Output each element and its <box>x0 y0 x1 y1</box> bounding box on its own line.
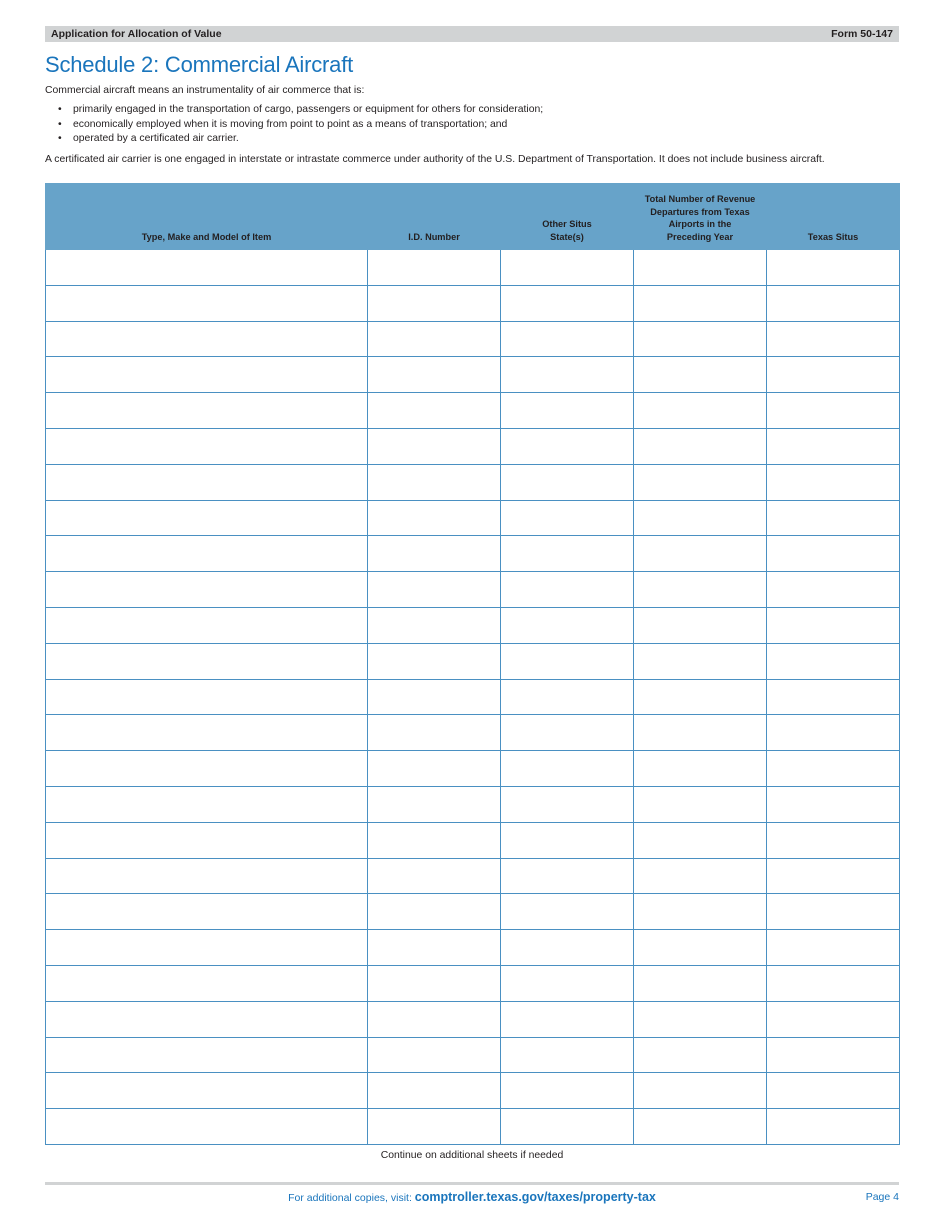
col-type-make-model-cell[interactable] <box>46 536 368 572</box>
col-type-make-model-cell[interactable] <box>46 500 368 536</box>
col-texas-situs-cell[interactable] <box>767 1037 900 1073</box>
list-item: • primarily engaged in the transportation of cargo, passengers or equipment for others for consideration; <box>45 103 899 118</box>
col-other-situs-cell[interactable] <box>501 464 634 500</box>
col-type-make-model-cell[interactable] <box>46 357 368 393</box>
col-other-situs-cell[interactable] <box>501 822 634 858</box>
footer-link[interactable]: comptroller.texas.gov/taxes/property-tax <box>414 1190 656 1204</box>
col-revenue-departures-cell[interactable] <box>634 428 767 464</box>
col-type-make-model-header: Type, Make and Model of Item <box>46 184 368 250</box>
col-id-number-cell[interactable] <box>368 500 501 536</box>
col-id-number-cell[interactable] <box>368 679 501 715</box>
col-other-situs-cell[interactable] <box>501 321 634 357</box>
col-revenue-departures-header: Total Number of Revenue Departures from Texas Airports in the Preceding Year <box>634 184 767 250</box>
table-row <box>46 1073 900 1109</box>
col-id-number-cell[interactable] <box>368 428 501 464</box>
col-type-make-model-cell[interactable] <box>46 786 368 822</box>
col-texas-situs-cell[interactable] <box>767 751 900 787</box>
col-texas-situs-cell[interactable] <box>767 894 900 930</box>
col-id-number-cell[interactable] <box>368 751 501 787</box>
table-row <box>46 572 900 608</box>
col-id-number-cell[interactable] <box>368 822 501 858</box>
definition-intro: Commercial aircraft means an instrumentality of air commerce that is: <box>45 85 365 96</box>
col-revenue-departures-cell[interactable] <box>634 965 767 1001</box>
col-revenue-departures-cell[interactable] <box>634 250 767 286</box>
col-type-make-model-cell[interactable] <box>46 1109 368 1145</box>
col-type-make-model-cell[interactable] <box>46 894 368 930</box>
col-texas-situs-cell[interactable] <box>767 285 900 321</box>
table-row <box>46 786 900 822</box>
col-texas-situs-cell[interactable] <box>767 786 900 822</box>
col-revenue-departures-cell[interactable] <box>634 1073 767 1109</box>
form-title-header: Application for Allocation of Value <box>51 28 222 40</box>
col-revenue-departures-cell[interactable] <box>634 393 767 429</box>
aircraft-table <box>45 183 900 1145</box>
form-number: Form 50-147 <box>831 28 893 40</box>
col-texas-situs-cell[interactable] <box>767 393 900 429</box>
col-type-make-model-cell[interactable] <box>46 464 368 500</box>
table-header-row <box>46 184 900 250</box>
col-texas-situs-header: Texas Situs <box>767 184 900 250</box>
col-other-situs-cell[interactable] <box>501 607 634 643</box>
col-type-make-model-cell[interactable] <box>46 715 368 751</box>
col-texas-situs-cell[interactable] <box>767 715 900 751</box>
col-type-make-model-cell[interactable] <box>46 393 368 429</box>
col-revenue-departures-cell[interactable] <box>634 858 767 894</box>
col-texas-situs-cell[interactable] <box>767 428 900 464</box>
table-row <box>46 464 900 500</box>
table-row <box>46 1001 900 1037</box>
col-other-situs-cell[interactable] <box>501 357 634 393</box>
table-row <box>46 607 900 643</box>
col-other-situs-cell[interactable] <box>501 1073 634 1109</box>
col-revenue-departures-cell[interactable] <box>634 285 767 321</box>
col-texas-situs-cell[interactable] <box>767 607 900 643</box>
col-other-situs-cell[interactable] <box>501 751 634 787</box>
col-texas-situs-cell[interactable] <box>767 572 900 608</box>
col-type-make-model-cell[interactable] <box>46 321 368 357</box>
col-type-make-model-cell[interactable] <box>46 965 368 1001</box>
col-texas-situs-cell[interactable] <box>767 464 900 500</box>
table-row <box>46 285 900 321</box>
col-texas-situs-cell[interactable] <box>767 500 900 536</box>
table-row <box>46 393 900 429</box>
table-row <box>46 500 900 536</box>
col-type-make-model-cell[interactable] <box>46 930 368 966</box>
table-body <box>46 250 900 1145</box>
form-header-bar <box>45 26 899 42</box>
table-row <box>46 751 900 787</box>
col-other-situs-cell[interactable] <box>501 285 634 321</box>
col-other-situs-cell[interactable] <box>501 679 634 715</box>
footer-prefix: For additional copies, visit: <box>288 1192 415 1204</box>
col-texas-situs-cell[interactable] <box>767 1109 900 1145</box>
col-other-situs-cell[interactable] <box>501 500 634 536</box>
col-revenue-departures-cell[interactable] <box>634 572 767 608</box>
col-type-make-model-cell[interactable] <box>46 1073 368 1109</box>
col-texas-situs-cell[interactable] <box>767 321 900 357</box>
table-row <box>46 679 900 715</box>
col-other-situs-cell[interactable] <box>501 1001 634 1037</box>
table-row <box>46 428 900 464</box>
col-other-situs-cell[interactable] <box>501 786 634 822</box>
col-revenue-departures-cell[interactable] <box>634 751 767 787</box>
table-row <box>46 643 900 679</box>
col-id-number-cell[interactable] <box>368 1001 501 1037</box>
col-texas-situs-cell[interactable] <box>767 536 900 572</box>
col-revenue-departures-cell[interactable] <box>634 715 767 751</box>
col-id-number-cell[interactable] <box>368 894 501 930</box>
col-type-make-model-cell[interactable] <box>46 428 368 464</box>
table-row <box>46 250 900 286</box>
col-other-situs-cell[interactable] <box>501 1109 634 1145</box>
col-other-situs-cell[interactable] <box>501 536 634 572</box>
table-row <box>46 965 900 1001</box>
bullet-icon: • <box>58 104 62 115</box>
list-item: • operated by a certificated air carrier. <box>45 132 899 147</box>
col-id-number-cell[interactable] <box>368 321 501 357</box>
col-id-number-cell[interactable] <box>368 607 501 643</box>
col-texas-situs-cell[interactable] <box>767 822 900 858</box>
col-revenue-departures-cell[interactable] <box>634 930 767 966</box>
footer-divider <box>45 1182 899 1185</box>
col-id-number-cell[interactable] <box>368 464 501 500</box>
col-revenue-departures-cell[interactable] <box>634 607 767 643</box>
col-texas-situs-cell[interactable] <box>767 679 900 715</box>
col-revenue-departures-cell[interactable] <box>634 822 767 858</box>
col-texas-situs-cell[interactable] <box>767 357 900 393</box>
col-type-make-model-cell[interactable] <box>46 643 368 679</box>
col-other-situs-cell[interactable] <box>501 1037 634 1073</box>
col-texas-situs-cell[interactable] <box>767 250 900 286</box>
col-other-situs-cell[interactable] <box>501 930 634 966</box>
col-other-situs-cell[interactable] <box>501 393 634 429</box>
footer-copies <box>45 1190 899 1204</box>
table-row <box>46 536 900 572</box>
table-row <box>46 1109 900 1145</box>
table-row <box>46 715 900 751</box>
table-row <box>46 357 900 393</box>
col-texas-situs-cell[interactable] <box>767 1073 900 1109</box>
col-other-situs-cell[interactable] <box>501 572 634 608</box>
col-type-make-model-cell[interactable] <box>46 250 368 286</box>
col-id-number-cell[interactable] <box>368 1109 501 1145</box>
col-revenue-departures-cell[interactable] <box>634 679 767 715</box>
col-revenue-departures-cell[interactable] <box>634 1001 767 1037</box>
carrier-note: A certificated air carrier is one engaged in interstate or intrastate commerce under authority of the U.S. Department of Transportation. It does not include business aircraft. <box>45 153 825 165</box>
col-texas-situs-cell[interactable] <box>767 930 900 966</box>
col-other-situs-header: Other Situs State(s) <box>501 184 634 250</box>
col-id-number-cell[interactable] <box>368 715 501 751</box>
col-type-make-model-cell[interactable] <box>46 751 368 787</box>
list-item: • economically employed when it is moving from point to point as a means of transportation; and <box>45 118 899 133</box>
col-other-situs-cell[interactable] <box>501 643 634 679</box>
col-type-make-model-cell[interactable] <box>46 607 368 643</box>
col-id-number-cell[interactable] <box>368 572 501 608</box>
col-id-number-cell[interactable] <box>368 930 501 966</box>
form-page <box>45 26 899 167</box>
table-row <box>46 858 900 894</box>
col-type-make-model-cell[interactable] <box>46 679 368 715</box>
col-id-number-cell[interactable] <box>368 536 501 572</box>
schedule-title: Schedule 2: Commercial Aircraft <box>45 52 354 77</box>
col-revenue-departures-cell[interactable] <box>634 786 767 822</box>
col-texas-situs-cell[interactable] <box>767 858 900 894</box>
col-revenue-departures-cell[interactable] <box>634 1037 767 1073</box>
col-other-situs-cell[interactable] <box>501 858 634 894</box>
col-id-number-cell[interactable] <box>368 250 501 286</box>
col-id-number-cell[interactable] <box>368 786 501 822</box>
col-id-number-cell[interactable] <box>368 965 501 1001</box>
col-revenue-departures-cell[interactable] <box>634 464 767 500</box>
col-id-number-cell[interactable] <box>368 285 501 321</box>
col-id-number-cell[interactable] <box>368 393 501 429</box>
col-id-number-cell[interactable] <box>368 858 501 894</box>
col-revenue-departures-cell[interactable] <box>634 536 767 572</box>
col-other-situs-cell[interactable] <box>501 250 634 286</box>
col-type-make-model-cell[interactable] <box>46 1037 368 1073</box>
continue-note: Continue on additional sheets if needed <box>380 1150 564 1161</box>
bullet-icon: • <box>58 133 62 144</box>
col-texas-situs-cell[interactable] <box>767 643 900 679</box>
col-type-make-model-cell[interactable] <box>46 1001 368 1037</box>
col-type-make-model-cell[interactable] <box>46 858 368 894</box>
table-row <box>46 822 900 858</box>
table-row <box>46 321 900 357</box>
table-row <box>46 894 900 930</box>
col-other-situs-cell[interactable] <box>501 965 634 1001</box>
col-type-make-model-cell[interactable] <box>46 572 368 608</box>
col-other-situs-cell[interactable] <box>501 715 634 751</box>
col-texas-situs-cell[interactable] <box>767 965 900 1001</box>
col-revenue-departures-cell[interactable] <box>634 500 767 536</box>
col-id-number-cell[interactable] <box>368 357 501 393</box>
col-revenue-departures-cell[interactable] <box>634 643 767 679</box>
definition-list <box>45 103 899 147</box>
bullet-icon: • <box>58 118 62 130</box>
col-texas-situs-cell[interactable] <box>767 1001 900 1037</box>
col-other-situs-cell[interactable] <box>501 894 634 930</box>
col-type-make-model-cell[interactable] <box>46 822 368 858</box>
col-id-number-cell[interactable] <box>368 1073 501 1109</box>
col-other-situs-cell[interactable] <box>501 428 634 464</box>
table-row <box>46 930 900 966</box>
table-row <box>46 1037 900 1073</box>
col-revenue-departures-cell[interactable] <box>634 357 767 393</box>
col-id-number-cell[interactable] <box>368 643 501 679</box>
col-type-make-model-cell[interactable] <box>46 285 368 321</box>
page-footer <box>45 1190 899 1204</box>
col-revenue-departures-cell[interactable] <box>634 894 767 930</box>
page-number: Page 4 <box>865 1191 899 1203</box>
col-revenue-departures-cell[interactable] <box>634 321 767 357</box>
col-id-number-cell[interactable] <box>368 1037 501 1073</box>
col-revenue-departures-cell[interactable] <box>634 1109 767 1145</box>
col-id-number-header: I.D. Number <box>368 184 501 250</box>
